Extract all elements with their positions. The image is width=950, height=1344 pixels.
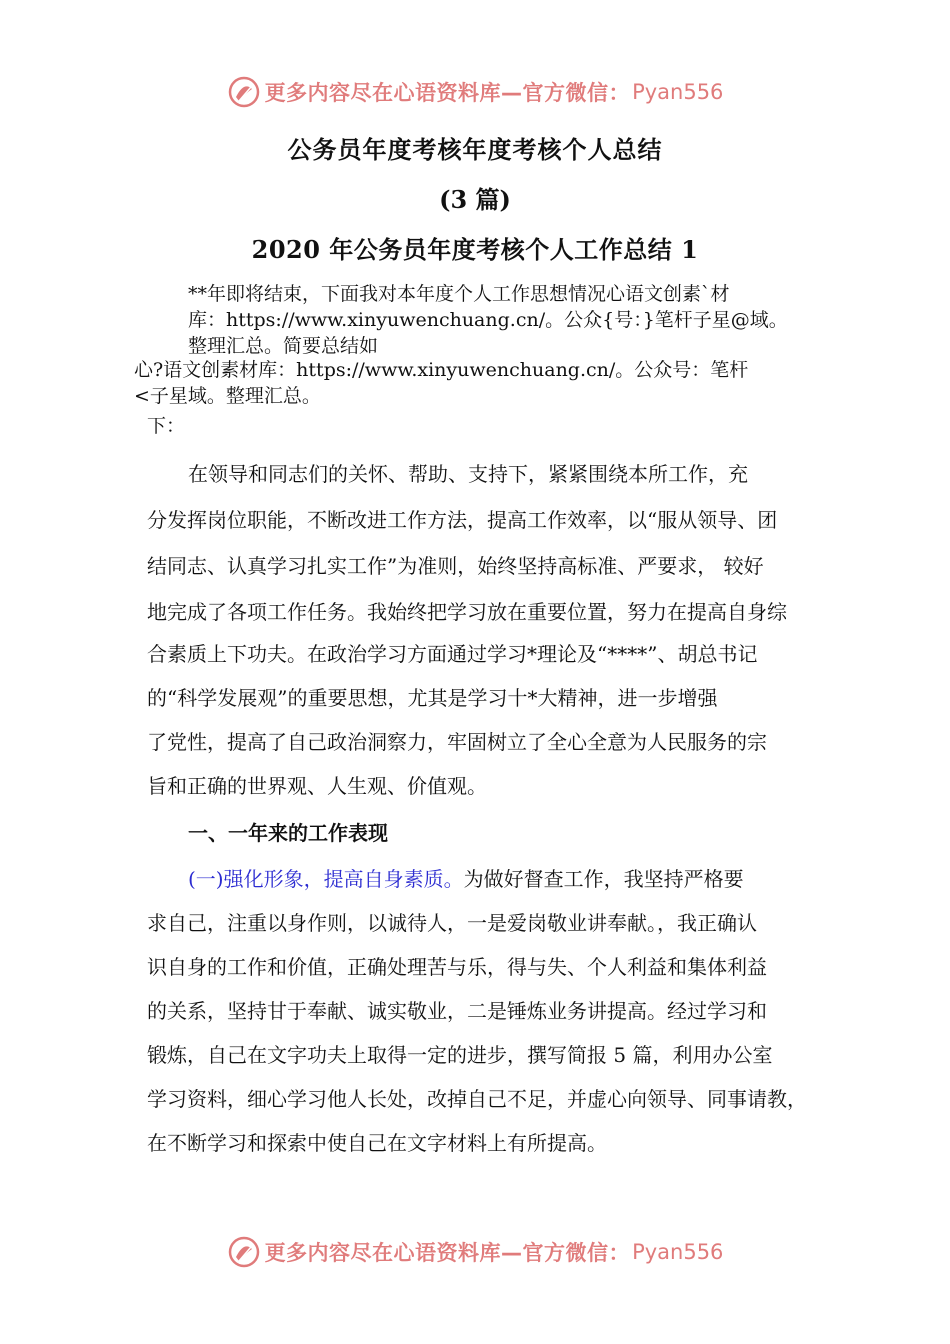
- ad-line-2: 库：https://www.xinyuwenchuang.cn/。公众{号：}笔杆子星@域。: [188, 309, 788, 331]
- ad-line-1: **年即将结束，下面我对本年度个人工作思想情况心语文创素`材: [188, 283, 730, 305]
- paragraph-1-line: 合素质上下功夫。在政治学习方面通过学习*理论及“****”、胡总书记: [147, 642, 758, 666]
- article-title: 2020 年公务员年度考核个人工作总结 1: [251, 235, 699, 264]
- ad-line-6: 下：: [147, 415, 186, 437]
- paragraph-1-line: 了党性，提高了自己政治洞察力，牢固树立了全心全意为人民服务的宗: [147, 730, 767, 754]
- paragraph-2-line: 求自己，注重以身作则，以诚待人，一是爱岗敬业讲奉献。，我正确认: [147, 911, 757, 935]
- document-count: (3 篇): [439, 185, 511, 214]
- paragraph-1-line: 地完成了各项工作任务。我始终把学习放在重要位置，努力在提高自身综: [147, 600, 787, 624]
- paragraph-1-line: 旨和正确的世界观、人生观、价值观。: [147, 774, 487, 798]
- paragraph-2-first-rest: 为做好督查工作，我坚持严格要: [463, 867, 744, 891]
- paragraph-1-line: 在领导和同志们的关怀、帮助、支持下，紧紧围绕本所工作，充: [188, 462, 748, 486]
- logo-icon: [227, 1235, 261, 1269]
- watermark-header: [0, 72, 950, 112]
- paragraph-2-line: 锻炼，自己在文字功夫上取得一定的进步，撰写简报 5 篇，利用办公室: [147, 1043, 773, 1067]
- watermark-text: 更多内容尽在心语资料库—官方微信：: [264, 1241, 631, 1265]
- ad-line-4: 心?语文创素材库：https://www.xinyuwenchuang.cn/。公众号：笔杆: [134, 359, 749, 381]
- ad-line-3: 整理汇总。简要总结如: [188, 335, 379, 357]
- paragraph-2-line: 识自身的工作和价值，正确处理苦与乐，得与失、个人利益和集体利益: [147, 955, 767, 979]
- watermark-id: Pyan556: [632, 1240, 724, 1264]
- paragraph-1-line: 分发挥岗位职能，不断改进工作方法，提高工作效率，以“服从领导、团: [147, 508, 778, 532]
- watermark-text: 更多内容尽在心语资料库—官方微信：: [264, 81, 631, 105]
- paragraph-2-line: 的关系，坚持甘于奉献、诚实敬业，二是锤炼业务讲提高。经过学习和: [147, 999, 767, 1023]
- paragraph-2-line: 在不断学习和探索中使自己在文字材料上有所提高。: [147, 1131, 607, 1155]
- ad-line-5: <子星域。整理汇总。: [134, 385, 321, 407]
- paragraph-2-first-line: [188, 863, 744, 892]
- paragraph-1-line: 结同志、认真学习扎实工作”为准则，始终坚持高标准、严要求， 较好: [147, 554, 764, 578]
- watermark-id: Pyan556: [632, 80, 724, 104]
- paragraph-2-line: 学习资料，细心学习他人长处，改掉自己不足，并虚心向领导、同事请教，: [147, 1087, 807, 1111]
- watermark-footer: [0, 1232, 950, 1272]
- section-heading: 一、一年来的工作表现: [188, 821, 388, 845]
- logo-icon: [227, 75, 261, 109]
- paragraph-1-line: 的“科学发展观”的重要思想，尤其是学习十*大精神，进一步增强: [147, 686, 718, 710]
- document-title: 公务员年度考核年度考核个人总结: [287, 135, 663, 164]
- subsection-lead: (一)强化形象，提高自身素质。: [188, 867, 464, 891]
